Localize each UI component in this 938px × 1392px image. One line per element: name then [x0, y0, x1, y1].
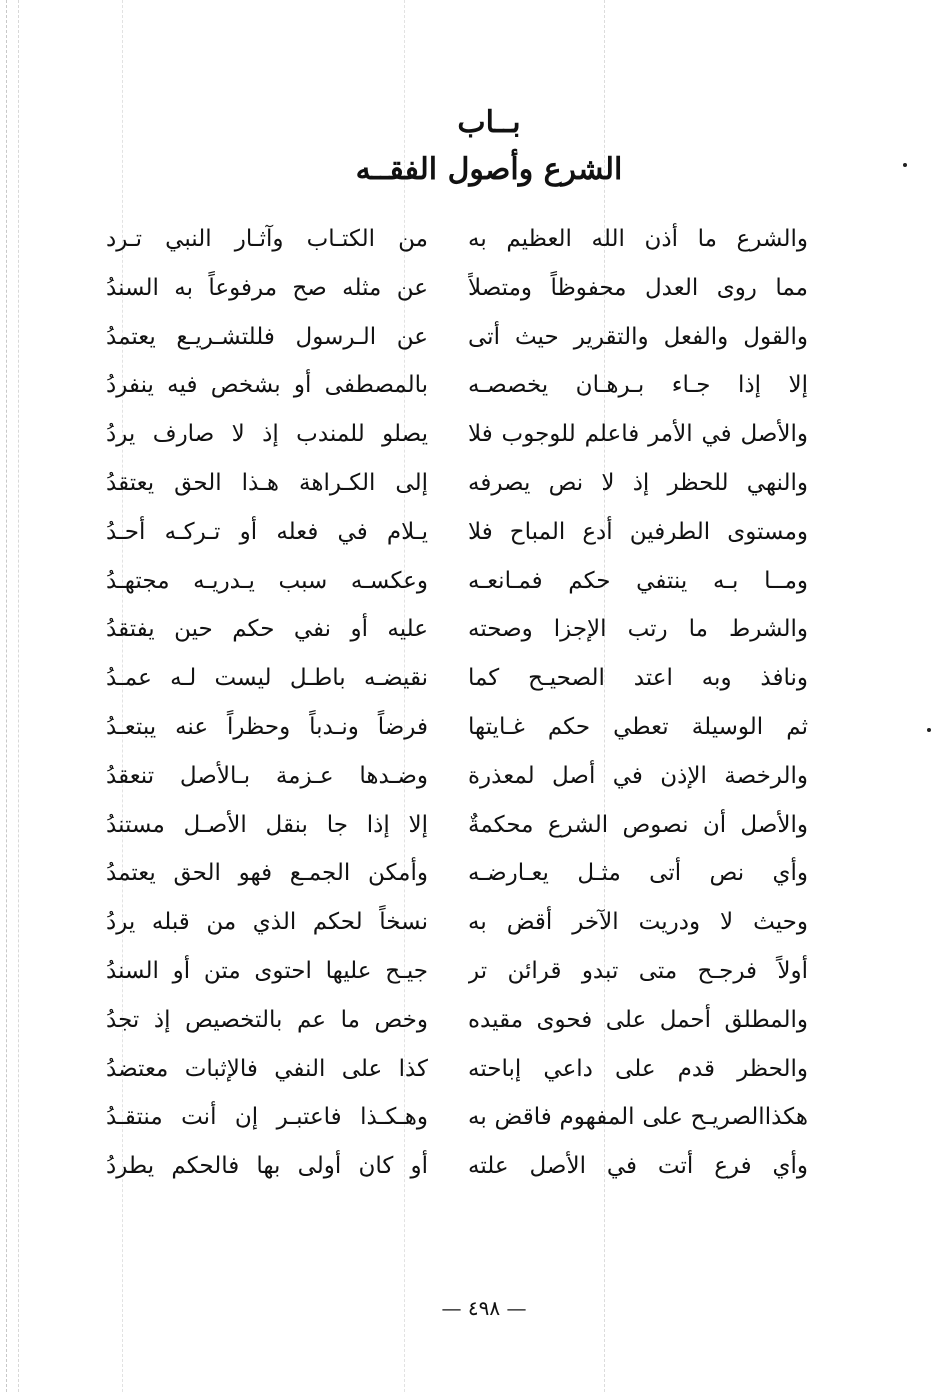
verse-first-hemistich: والقول والفعل والتقرير حيث أتى — [468, 323, 808, 350]
verse-second-hemistich: من الكتـاب وآثـار النبي تـرد — [106, 226, 428, 252]
verse-second-hemistich: كذا على النفي فالإثبات معتضدُ — [106, 1055, 428, 1082]
verse-second-hemistich: عليه أو نفي حكم حين يفتقدُ — [106, 616, 428, 643]
verse-first-hemistich: هكذاالصريـح على المفهوم فاقض به — [468, 1104, 808, 1131]
scan-guide-line — [18, 0, 19, 1392]
verse-second-hemistich: يـلام في فعله أو تـركـه أحـدُ — [106, 518, 428, 545]
verse-first-hemistich: والحظر قدم على داعي إباحته — [468, 1055, 808, 1082]
verse-first-hemistich: والأصل في الأمر فاعلم للوجوب فلا — [468, 421, 808, 448]
verse-second-hemistich: بالمصطفى أو بشخص فيه ينفردُ — [106, 372, 428, 399]
chapter-title: الشرع وأصول الفقــه — [355, 152, 623, 187]
scan-guide-line — [6, 0, 7, 1392]
page-number: — ٤٩٨ — — [441, 1296, 527, 1320]
verse-first-hemistich: وأي فرع أتت في الأصل علته — [468, 1153, 808, 1180]
verse-first-hemistich: ومــا بـه ينتفي حكم فمـانعـه — [468, 567, 808, 594]
first-hemistich-column — [468, 215, 808, 1191]
verse-first-hemistich: وحيث لا ودريت الآخر أقض به — [468, 909, 808, 936]
verse-second-hemistich: نقيضـه باطـل ليست لـه عمـدُ — [106, 665, 428, 692]
verse-first-hemistich: أولاً فرجـح متى تبدو قرائن تر — [468, 957, 808, 984]
verse-second-hemistich: إلا إذا جا بنقل الأصـل مستندُ — [106, 811, 428, 838]
chapter-label: بــاب — [457, 105, 521, 140]
verse-first-hemistich: إلا إذا جـاء بـرهـان يخصصـه — [468, 372, 808, 399]
verse-second-hemistich: إلى الكـراهة هـذا الحق يعتقدُ — [106, 469, 428, 496]
verse-second-hemistich: وخص ما عم بالتخصيص إذ تجدُ — [106, 1006, 428, 1033]
scan-speck — [927, 728, 931, 732]
verse-first-hemistich: والأصل أن نصوص الشرع محكمةٌ — [468, 811, 808, 838]
verse-first-hemistich: ثم الوسيلة تعطي حكم غـايتها — [468, 713, 808, 740]
verse-second-hemistich: وعكسـه سبب يـدريـه مجتهـدُ — [106, 567, 428, 594]
verse-second-hemistich: عن الـرسول فللتشـريـع يعتمدُ — [106, 323, 428, 350]
verse-second-hemistich: وأمكن الجمـع فهو الحق يعتمدُ — [106, 860, 428, 887]
verse-second-hemistich: عن مثله صح مرفوعاً به السندُ — [106, 274, 428, 301]
verse-second-hemistich: أو كان أولى بها فالحكم يطردُ — [106, 1153, 428, 1180]
verse-first-hemistich: مما روى العدل محفوظاً ومتصلاً — [468, 274, 808, 301]
verse-second-hemistich: وضـدها عـزمة بـالأصل تنعقدُ — [106, 762, 428, 789]
verse-second-hemistich: فرضاً ونـدباً وحظراً عنه يبتعـدُ — [106, 713, 428, 740]
verse-second-hemistich: وهـكـذا فاعتبـر إن أنت منتقـدُ — [106, 1104, 428, 1131]
verse-first-hemistich: والنهي للحظر إذ لا نص يصرفه — [468, 469, 808, 496]
verse-first-hemistich: والمطلق أحمل على فحوى مقيده — [468, 1006, 808, 1033]
verse-first-hemistich: والشرط ما رتب الإجزا وصحته — [468, 616, 808, 643]
verse-first-hemistich: وأي نص أتى مثـل يعـارضـه — [468, 860, 808, 887]
verse-first-hemistich: والشرع ما أذن الله العظيم به — [468, 226, 808, 252]
verse-second-hemistich: جيـح عليها احتوى متن أو السندُ — [106, 957, 428, 984]
verse-first-hemistich: والرخصة الإذن في أصل لمعذرة — [468, 762, 808, 789]
second-hemistich-column — [106, 215, 428, 1191]
verse-second-hemistich: نسخاً لحكم الذي من قبله يردُ — [106, 909, 428, 936]
verse-first-hemistich: ونافذ وبه اعتد الصحيـح كما — [468, 665, 808, 692]
verse-first-hemistich: ومستوى الطرفين أدع المباح فلا — [468, 518, 808, 545]
verse-second-hemistich: يصلو للمندب إذ لا صارف يردُ — [106, 421, 428, 448]
